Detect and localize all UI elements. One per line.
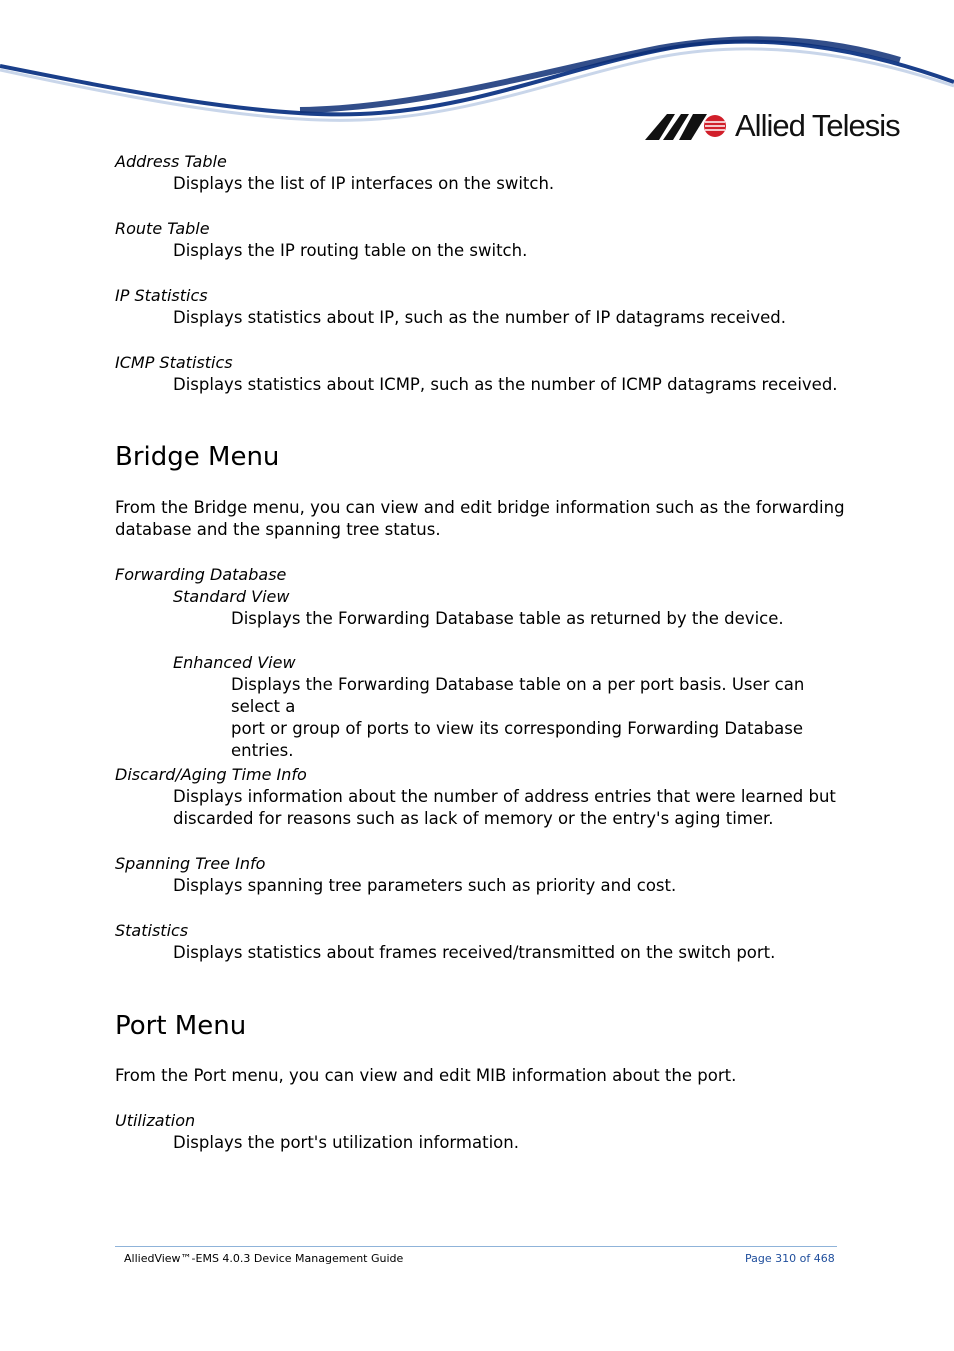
port-menu-heading: Port Menu [115, 1011, 247, 1041]
ip-item-ip-statistics [115, 285, 845, 329]
logo-mark-icon [645, 112, 727, 140]
discard-aging-section [115, 764, 845, 830]
term-description: Displays statistics about ICMP, such as the number of ICMP datagrams received. [173, 375, 838, 394]
footer-divider [115, 1246, 837, 1247]
term-label: Spanning Tree Info [115, 854, 266, 873]
term-label: Utilization [115, 1111, 196, 1130]
footer-page-number: Page 310 of 468 [745, 1252, 835, 1265]
intro-line: database and the spanning tree status. [115, 520, 441, 539]
allied-telesis-logo [645, 108, 900, 144]
term-description: Displays the port's utilization information. [173, 1133, 519, 1152]
term-label: Address Table [115, 152, 227, 171]
term-description: Displays statistics about IP, such as the number of IP datagrams received. [173, 308, 787, 327]
term-label: Discard/Aging Time Info [115, 765, 307, 784]
subterm-label: Standard View [173, 587, 290, 606]
subterm-description: Displays the Forwarding Database table as returned by the device. [231, 609, 784, 628]
term-label: Forwarding Database [115, 565, 287, 584]
term-description: Displays the list of IP interfaces on the switch. [173, 174, 555, 193]
term-label: ICMP Statistics [115, 353, 233, 372]
statistics-section [115, 920, 845, 964]
utilization-section [115, 1110, 845, 1154]
ip-item-route-table [115, 218, 845, 262]
ip-item-address-table [115, 151, 845, 195]
intro-line: From the Bridge menu, you can view and edit bridge information such as the forwarding [115, 498, 845, 517]
bridge-intro [115, 497, 845, 541]
enhanced-view-section [115, 652, 845, 762]
footer-document-title: AlliedView™-EMS 4.0.3 Device Management Guide [124, 1252, 404, 1265]
port-intro: From the Port menu, you can view and edit MIB information about the port. [115, 1066, 737, 1085]
subterm-description: port or group of ports to view its corresponding Forwarding Database [231, 719, 804, 738]
spanning-tree-section [115, 853, 845, 897]
logo-text: Allied Telesis [735, 108, 900, 143]
term-description: Displays the IP routing table on the switch. [173, 241, 528, 260]
term-description: discarded for reasons such as lack of memory or the entry's aging timer. [173, 809, 774, 828]
subterm-description: entries. [231, 741, 294, 760]
bridge-menu-heading: Bridge Menu [115, 442, 280, 472]
term-label: Statistics [115, 921, 189, 940]
term-description: Displays information about the number of address entries that were learned but [173, 787, 836, 806]
ip-item-icmp-statistics [115, 352, 845, 396]
term-label: Route Table [115, 219, 210, 238]
term-description: Displays statistics about frames received/transmitted on the switch port. [173, 943, 776, 962]
forwarding-database-section [115, 564, 845, 630]
subterm-description: Displays the Forwarding Database table on a per port basis. User can select a [231, 675, 805, 716]
subterm-label: Enhanced View [173, 653, 296, 672]
term-label: IP Statistics [115, 286, 208, 305]
term-description: Displays spanning tree parameters such as priority and cost. [173, 876, 677, 895]
